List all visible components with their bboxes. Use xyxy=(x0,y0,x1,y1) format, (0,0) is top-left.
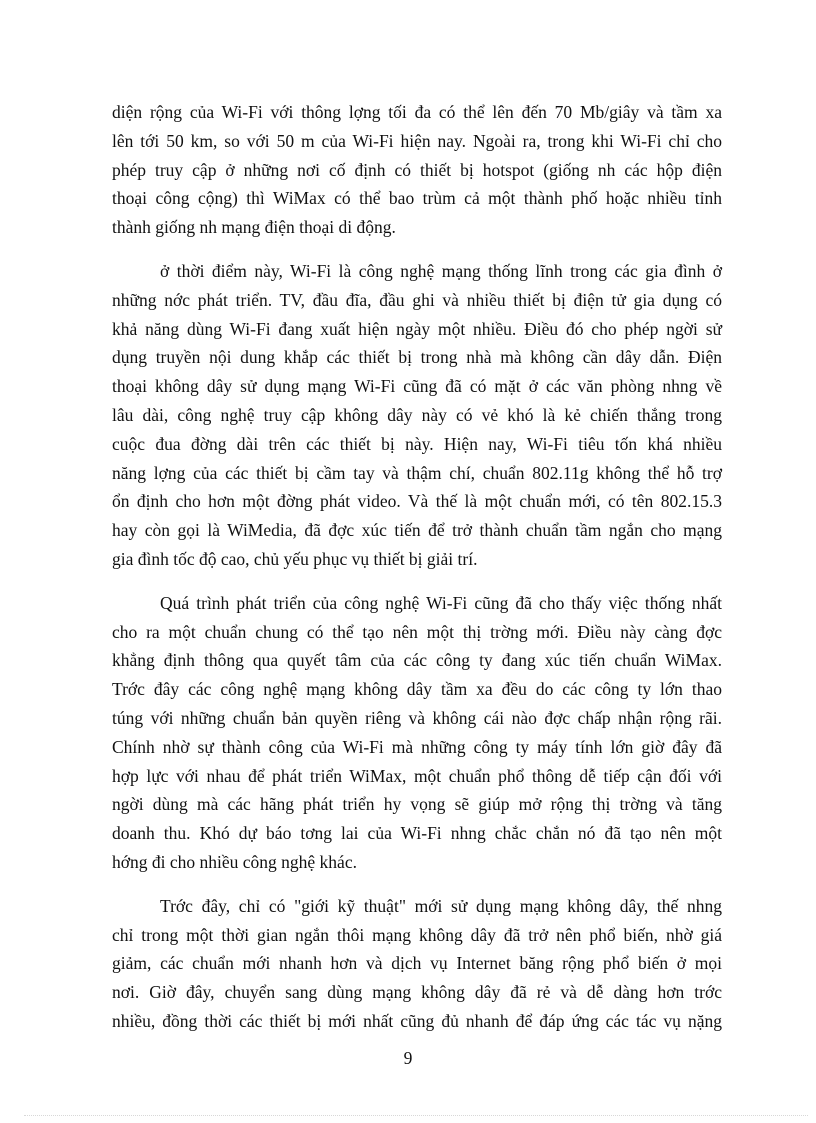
text-line: lâu dài, công nghệ truy cập không dây này có vẻ khó là kẻ chiến thắng trong xyxy=(112,404,722,425)
text-line: năng lợng của các thiết bị cầm tay và thậm chí, chuẩn 802.11g không thể hỗ trợ xyxy=(112,462,722,483)
text-line: ngời dùng mà các hãng phát triển hy vọng sẽ giúp mở rộng thị trờng và tăng xyxy=(112,794,722,815)
paragraph xyxy=(112,257,722,574)
body-text xyxy=(112,98,722,1036)
page-number: 9 xyxy=(403,1048,413,1068)
text-line: những nớc phát triển. TV, đầu đĩa, đầu ghi và nhiều thiết bị điện tử gia dụng có xyxy=(112,289,722,310)
text-line: Chính nhờ sự thành công của Wi-Fi mà những công ty máy tính lớn giờ đây đã xyxy=(112,736,722,757)
text-line: giảm, các chuẩn mới nhanh hơn và dịch vụ Internet băng rộng phổ biến ở mọi xyxy=(112,953,722,974)
paragraph xyxy=(112,892,722,1036)
text-line: nơi. Giờ đây, chuyển sang dùng mạng không dây đã rẻ và dễ dàng hơn trớc xyxy=(112,982,722,1003)
text-line: ở thời điểm này, Wi-Fi là công nghệ mạng thống lĩnh trong các gia đình ở xyxy=(160,260,722,281)
text-line: hợp lực với nhau để phát triển WiMax, một chuẩn phổ thông dễ tiếp cận đối với xyxy=(112,765,722,786)
footer-divider xyxy=(24,1115,808,1116)
text-line: Quá trình phát triển của công nghệ Wi-Fi cũng đã cho thấy việc thống nhất xyxy=(160,592,722,613)
text-line: phép truy cập ở những nơi cố định có thiết bị hotspot (giống nh các hộp điện xyxy=(112,159,722,180)
text-line: khẳng định thông qua quyết tâm của các công ty đang xúc tiến chuẩn WiMax. xyxy=(112,650,722,671)
paragraph xyxy=(112,98,722,242)
text-line: hay còn gọi là WiMedia, đã đợc xúc tiến để trở thành chuẩn tầm ngắn cho mạng xyxy=(112,520,722,541)
text-line: thoại không dây sử dụng mạng Wi-Fi cũng đã có mặt ở các văn phòng nhng về xyxy=(112,376,722,397)
text-line: thành giống nh mạng điện thoại di động. xyxy=(112,217,396,238)
text-line: gia đình tốc độ cao, chủ yếu phục vụ thiết bị giải trí. xyxy=(112,548,478,569)
paragraph xyxy=(112,589,722,877)
text-line: doanh thu. Khó dự báo tơng lai của Wi-Fi nhng chắc chắn nó đã tạo nên một xyxy=(112,823,722,844)
text-line: Trớc đây, chỉ có "giới kỹ thuật" mới sử dụng mạng không dây, thế nhng xyxy=(160,895,722,916)
text-line: cho ra một chuẩn chung có thể tạo nên một thị trờng mới. Điều này càng đợc xyxy=(112,621,722,642)
text-line: lên tới 50 km, so với 50 m của Wi-Fi hiện nay. Ngoài ra, trong khi Wi-Fi chỉ cho xyxy=(112,130,722,151)
text-line: dụng truyền nội dung khắp các thiết bị trong nhà mà không cần dây dẫn. Điện xyxy=(112,347,722,368)
text-line: Trớc đây các công nghệ mạng không dây tầm xa đều do các công ty lớn thao xyxy=(112,679,722,700)
text-line: hớng đi cho nhiều công nghệ khác. xyxy=(112,851,357,872)
text-line: diện rộng của Wi-Fi với thông lợng tối đa có thể lên đến 70 Mb/giây và tầm xa xyxy=(112,102,722,122)
text-line: thoại công cộng) thì WiMax có thể bao trùm cả một thành phố hoặc nhiều tỉnh xyxy=(112,188,722,209)
text-line: chỉ trong một thời gian ngắn thôi mạng không dây đã trở nên phổ biến, nhờ giá xyxy=(112,924,722,945)
text-line: túng với những chuẩn bản quyền riêng và không cái nào đợc chấp nhận rộng rãi. xyxy=(112,707,722,728)
text-line: ổn định cho hơn một đờng phát video. Và thế là một chuẩn mới, có tên 802.15.3 xyxy=(112,491,722,512)
text-line: nhiều, đồng thời các thiết bị mới nhất cũng đủ nhanh để đáp ứng các tác vụ nặng xyxy=(112,1010,722,1031)
text-line: cuộc đua đờng dài trên các thiết bị này. Hiện nay, Wi-Fi tiêu tốn khá nhiều xyxy=(112,433,722,454)
text-line: khả năng dùng Wi-Fi đang xuất hiện ngày một nhiều. Điều đó cho phép ngời sử xyxy=(112,318,722,339)
